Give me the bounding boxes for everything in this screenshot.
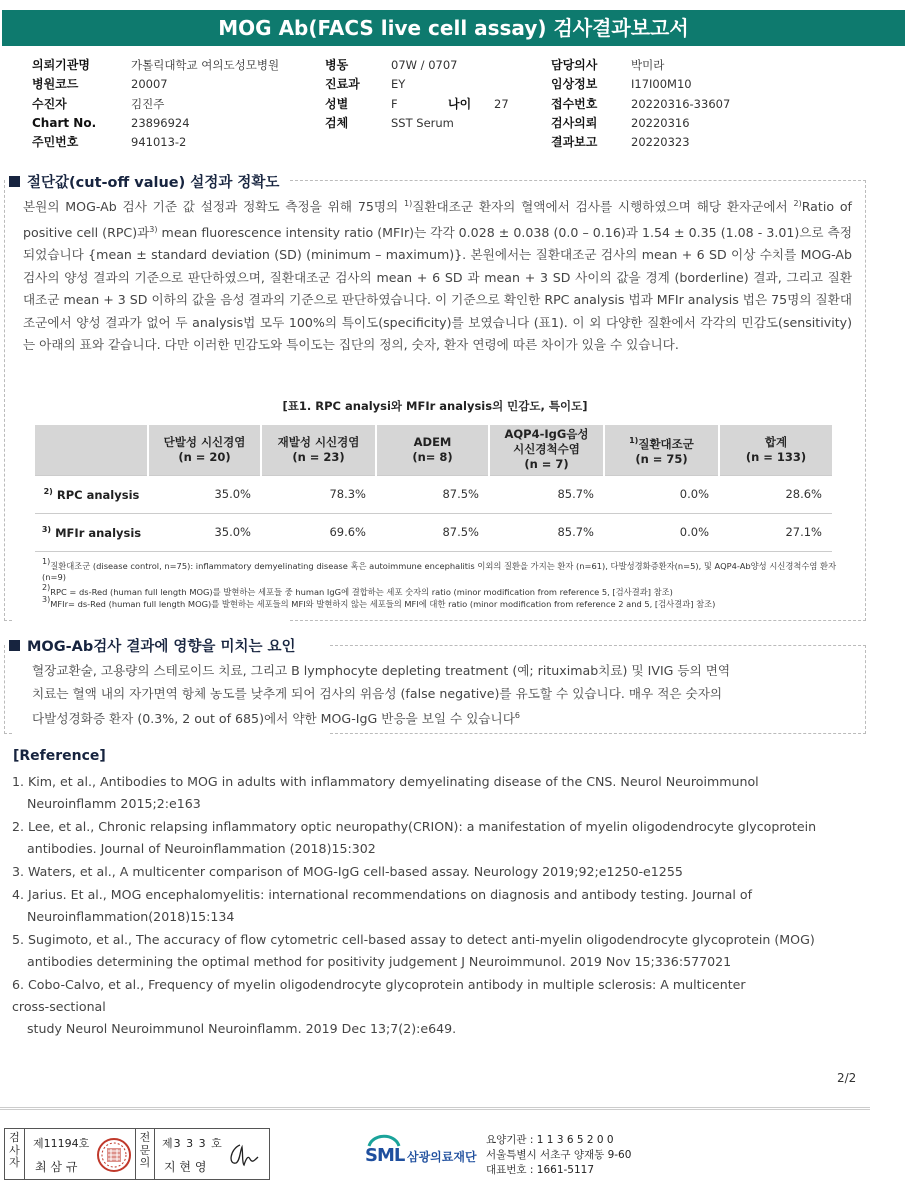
table-cell: 78.3% bbox=[261, 475, 376, 513]
signature-icon bbox=[226, 1141, 262, 1174]
info-row bbox=[32, 95, 279, 114]
header-cell: 단발성 시신경염 (n = 20) bbox=[148, 425, 261, 475]
row-label: $^{3)}$ MFIr analysis bbox=[35, 513, 148, 551]
footnote: $^{2)}$RPC = ds-Red (human full length MOG)를 발현하는 세포들 중 human IgG에 결합하는 세포 숫자의 ratio (minor modification from reference 5, [검사결과] 참조) bbox=[42, 583, 673, 597]
footnote: $^{3)}$MFIr= ds-Red (human full length MOG)를 발현하는 세포들의 MFI와 발현하지 않는 세포들의 MFI에 대한 ratio (minor modification from reference 2 and 5, [검사결과] 참조) bbox=[42, 595, 716, 609]
info-label: Chart No. bbox=[32, 115, 97, 130]
signer-label: 검사자 bbox=[5, 1129, 25, 1179]
table-cell: 0.0% bbox=[604, 475, 719, 513]
para-text: 질환대조군 환자의 혈액에서 검사를 시행하였으며 해당 환자군에서 bbox=[412, 199, 794, 214]
reference-item: 6. Cobo-Calvo, et al., Frequency of myelin oligodendrocyte glycoprotein antibody in multiple sclerosis: A multicenter cross-sectional study Neurol Neuroimmunol Neuroinflamm. 2019 Dec 13;7(2):e649. bbox=[12, 977, 746, 1036]
table-cell: 85.7% bbox=[489, 475, 604, 513]
info-label: 검사의뢰 bbox=[551, 115, 598, 130]
age-label: 나이 bbox=[448, 96, 472, 111]
info-label: 진료과 bbox=[325, 77, 360, 92]
section-heading-factors bbox=[9, 635, 296, 656]
info-label: 병동 bbox=[325, 58, 349, 72]
reference-item: 5. Sugimoto, et al., The accuracy of flow cytometric cell-based assay to detect anti-myelin oligodendrocyte glycoprotein (MOG) antibodies determining the optimal method for positivity judgement J Neuroimmunol. 2019 Nov 15;336:577021 bbox=[12, 932, 815, 969]
header-cell: ADEM (n= 8) bbox=[376, 425, 489, 475]
reference-item: 4. Jarius. Et al., MOG encephalomyelitis: international recommendations on diagnosis and antibody testing. Journal of Neuroinflammation(2018)15:134 bbox=[12, 887, 753, 924]
seal-icon bbox=[96, 1137, 132, 1176]
table-cell: 85.7% bbox=[489, 513, 604, 551]
para-line: 치료는 혈액 내의 자가면역 항체 농도를 낮추게 되어 검사의 위음성 (false negative)를 유도할 수 있습니다. 매우 적은 숫자의 bbox=[32, 685, 723, 701]
para-line: 혈장교환술, 고용량의 스테로이드 치료, 그리고 B lymphocyte depleting treatment (예; rituximab치료) 및 IVIG 등의 면역 bbox=[32, 663, 731, 678]
signer1-cell bbox=[25, 1129, 135, 1179]
footnote: $^{1)}$질환대조군 (disease control, n=75): inflammatory demyelinating disease 혹은 autoimmune encephalitis 이외의 질환을 가지는 환자 (n=61), 다발성경화증환자(n=5), 및 AQP4-Ab양성 시신경척수염 환자(n=9) bbox=[42, 557, 837, 582]
para-text: Ratio of positive cell (RPC)과 bbox=[23, 199, 852, 240]
report-title: MOG Ab(FACS live cell assay) 검사결과보고서 bbox=[2, 10, 905, 46]
info-value: SST Serum bbox=[391, 115, 454, 130]
info-value: 20007 bbox=[131, 77, 168, 92]
info-row bbox=[32, 56, 279, 75]
page-number: 2/2 bbox=[837, 1071, 857, 1085]
org-address: 서울특별시 서초구 양재동 9-60 bbox=[486, 1149, 632, 1161]
info-label: 임상정보 bbox=[551, 77, 598, 92]
section-heading-text: 절단값(cut-off value) 설정과 정확도 bbox=[27, 175, 280, 191]
footnote-ref: 2) bbox=[793, 199, 802, 208]
signer2-cell bbox=[156, 1129, 270, 1179]
info-value: 20220316 bbox=[631, 115, 690, 130]
table-cell: 35.0% bbox=[148, 513, 261, 551]
info-label: 검체 bbox=[325, 115, 349, 130]
info-label: 병원코드 bbox=[32, 77, 79, 92]
signer-name: 지 현 영 bbox=[164, 1160, 207, 1174]
info-value: 07W / 0707 bbox=[391, 58, 458, 72]
reference-item: 1. Kim, et al., Antibodies to MOG in adults with inflammatory demyelinating disease of the CNS. Neurol Neuroimmunol Neuroinflamm 2015;2:e163 bbox=[12, 774, 759, 811]
reference-item: 3. Waters, et al., A multicenter comparison of MOG-IgG cell-based assay. Neurology 2019;92;e1250-e1255 bbox=[12, 864, 683, 879]
table-title: [표1. RPC analysi와 MFIr analysis의 민감도, 특이도] bbox=[282, 399, 588, 413]
footnote-ref: 3) bbox=[149, 224, 158, 234]
table-cell: 69.6% bbox=[261, 513, 376, 551]
signer-name: 최 삼 규 bbox=[35, 1160, 78, 1174]
para-text: 본원의 MOG-Ab 검사 기준 값 설정과 정확도 측정을 위해 75명의 bbox=[23, 199, 404, 214]
info-row bbox=[32, 114, 279, 133]
age-value: 27 bbox=[494, 96, 509, 111]
org-name: 삼광의료재단 bbox=[407, 1150, 477, 1164]
header-cell: 재발성 시신경염 (n = 23) bbox=[261, 425, 376, 475]
sensitivity-table bbox=[35, 425, 832, 552]
info-label: 의뢰기관명 bbox=[32, 58, 90, 72]
signer-label: 전문의 bbox=[135, 1129, 155, 1179]
reference-list bbox=[12, 771, 892, 1040]
info-row bbox=[325, 56, 509, 75]
reference-item: 2. Lee, et al., Chronic relapsing inflammatory optic neuropathy(CRION): a manifestation of myelin oligodendrocyte glycoprotein antibodies. Journal of Neuroinflammation (2018)15:302 bbox=[12, 819, 817, 856]
org-code: 요양기관 : 1 1 3 6 5 2 0 0 bbox=[486, 1134, 614, 1146]
info-row bbox=[325, 75, 509, 94]
table-header-row bbox=[35, 425, 832, 475]
header-cell: AQP4-IgG음성 시신경척수염 (n = 7) bbox=[489, 425, 604, 475]
table-row bbox=[35, 475, 832, 513]
section-frame-left bbox=[4, 645, 12, 734]
info-value: 김진주 bbox=[131, 96, 165, 111]
table-row bbox=[35, 513, 832, 551]
info-value: 23896924 bbox=[131, 115, 190, 130]
factors-paragraph bbox=[32, 660, 862, 731]
info-label: 주민번호 bbox=[32, 135, 79, 150]
license-number: 제11194호 bbox=[33, 1137, 90, 1150]
cutoff-paragraph bbox=[23, 193, 852, 357]
info-value: 20220316-33607 bbox=[631, 96, 731, 111]
info-value: 박미라 bbox=[631, 58, 665, 72]
footnote-ref: 1) bbox=[403, 199, 413, 208]
info-label: 수진자 bbox=[32, 96, 67, 111]
divider bbox=[0, 1107, 870, 1110]
info-row bbox=[32, 75, 279, 94]
info-label: 접수번호 bbox=[551, 96, 598, 111]
section-heading-cutoff bbox=[9, 171, 279, 192]
info-row bbox=[551, 114, 730, 133]
info-value: EY bbox=[391, 77, 406, 92]
info-value: 20220323 bbox=[631, 135, 690, 150]
org-contact bbox=[486, 1133, 631, 1178]
table-cell: 87.5% bbox=[376, 513, 489, 551]
info-label: 담당의사 bbox=[551, 58, 598, 72]
header-cell: $^{1)}$질환대조군 (n = 75) bbox=[604, 425, 719, 475]
table-cell: 28.6% bbox=[719, 475, 832, 513]
info-row bbox=[325, 114, 509, 133]
info-value: 941013-2 bbox=[131, 135, 187, 150]
org-phone: 대표번호 : 1661-5117 bbox=[486, 1164, 595, 1176]
logo-text: SML bbox=[365, 1145, 405, 1166]
para-line: 다발성경화증 환자 (0.3%, 2 out of 685)에서 약한 MOG-IgG 반응을 보일 수 있습니다$^6$ bbox=[32, 711, 520, 726]
info-row bbox=[551, 75, 730, 94]
info-row bbox=[551, 56, 730, 75]
section-heading-text: MOG-Ab검사 결과에 영향을 미치는 요인 bbox=[27, 639, 296, 655]
info-row bbox=[32, 133, 279, 152]
table-cell: 35.0% bbox=[148, 475, 261, 513]
info-row bbox=[325, 95, 509, 114]
row-label: $^{2)}$ RPC analysis bbox=[35, 475, 148, 513]
header-cell: 합계 (n = 133) bbox=[719, 425, 832, 475]
license-number: 제3 3 3 호 bbox=[162, 1137, 223, 1150]
info-label: 성별 bbox=[325, 96, 349, 111]
table-cell: 0.0% bbox=[604, 513, 719, 551]
table-cell: 87.5% bbox=[376, 475, 489, 513]
table-cell: 27.1% bbox=[719, 513, 832, 551]
signature-box bbox=[4, 1128, 270, 1180]
reference-title: [Reference] bbox=[13, 748, 106, 764]
info-label: 결과보고 bbox=[551, 135, 598, 150]
header-blank bbox=[35, 425, 148, 475]
info-row bbox=[551, 95, 730, 114]
info-value: F bbox=[391, 96, 398, 111]
info-row bbox=[551, 133, 730, 152]
info-value: 가톨릭대학교 여의도성모병원 bbox=[131, 58, 280, 72]
para-text: mean fluorescence intensity ratio (MFIr)는 각각 0.028 ± 0.038 (0.0 – 0.16)과 1.54 ± 0.35 (1.08 - 3.01)으로 측정되었습니다 {mean ± standard deviation (SD) (minimum – maximum)}. 본원에서는 질환대조군 검사의 mean + 6 SD 이상 수치를 MOG-Ab 검사의 양성 결과의 기준으로 판단하였으며, 질환대조군 검사의 mean + 6 SD 과 mean + 3 SD 사이의 값을 경계 (borderline) 결과, 그리고 질환 대조군 mean + 3 SD 이하의 값을 음성 결과의 기준으로 판단하였습니다. 이 기준으로 확인한 RPC analysis 법과 MFIr analysis 법은 75명의 질환대조군에서 양성 결과가 없어 두 analysis법 모두 100%의 특이도(specificity)를 보였습니다 (표1). 이 외 다양한 질환에서 각각의 민감도(sensitivity)는 아래의 표와 같습니다. 다만 이러한 민감도와 특이도는 집단의 정의, 숫자, 환자 연령에 따른 차이가 있을 수 있습니다. bbox=[23, 224, 852, 352]
info-value: I17I00M10 bbox=[631, 77, 692, 92]
